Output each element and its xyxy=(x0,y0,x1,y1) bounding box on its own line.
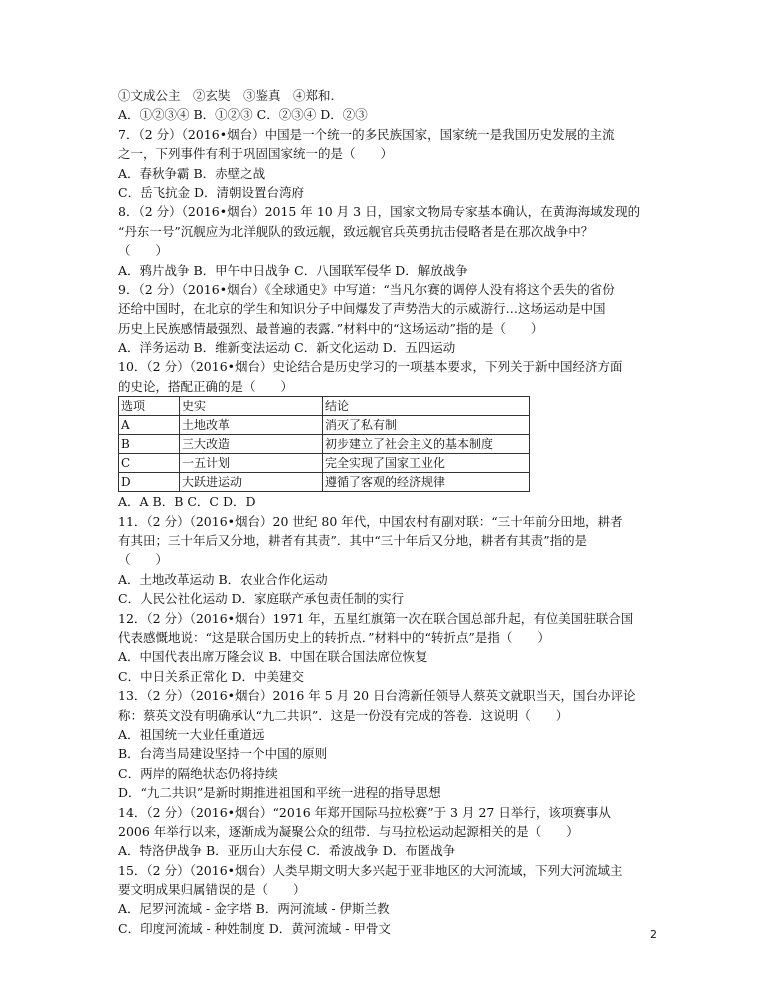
q10-options: A．A B．B C．C D．D xyxy=(118,494,256,510)
q12-stem: 12．（2 分）（2016•烟台）1971 年，五星红旗第一次在联合国总部升起，有位美国驻联合国 xyxy=(118,610,634,626)
table-cell: 土地改革 xyxy=(180,416,323,435)
q15-options: C．印度河流域 - 种姓制度 D．黄河流域 - 甲骨文 xyxy=(118,920,391,936)
q8-stem: （ ） xyxy=(118,243,169,259)
q15-stem: 15．（2 分）（2016•烟台）人类早期文明大多兴起于亚非地区的大河流域，下列大河流域主 xyxy=(118,862,623,878)
table-cell: 消灭了私有制 xyxy=(323,416,530,435)
table-row xyxy=(119,416,530,435)
q14-stem: 14．（2 分）（2016•烟台）“2016 年郑开国际马拉松赛”于 3 月 27 日举行，该项赛事从 xyxy=(118,804,611,820)
q13-options: C．两岸的隔绝状态仍将持续 xyxy=(118,765,278,781)
table-cell: D xyxy=(119,473,180,492)
q11-options: A．土地改革运动 B．农业合作化运动 xyxy=(118,571,328,587)
q11-options: C．人民公社化运动 D．家庭联产承包责任制的实行 xyxy=(118,591,405,607)
q9-stem: 还给中国时，在北京的学生和知识分子中间爆发了声势浩大的示威游行…这场运动是中国 xyxy=(118,301,606,317)
q13-stem: 13．（2 分）（2016•烟台）2016 年 5 月 20 日台湾新任领导人蔡英文就职当天，国台办评论 xyxy=(118,688,636,704)
q13-options: A．祖国统一大业任重道远 xyxy=(118,726,265,742)
q7-stem: 7．（2 分）（2016•烟台）中国是一个统一的多民族国家，国家统一是我国历史发展的主流 xyxy=(118,126,615,142)
table-row xyxy=(119,473,530,492)
table-cell: B xyxy=(119,435,180,454)
q13-options: D．“九二共识”是新时期推进祖国和平统一进程的指导思想 xyxy=(118,785,441,801)
exam-content xyxy=(118,86,648,938)
q6-items: ①文成公主 ②玄奘 ③鉴真 ④郑和. xyxy=(118,88,335,103)
table-row xyxy=(119,435,530,454)
table-cell: 初步建立了社会主义的基本制度 xyxy=(323,435,530,454)
q8-stem: “丹东一号”沉舰应为北洋舰队的致远舰，致远舰官兵英勇抗击侵略者是在那次战争中？ xyxy=(118,223,594,239)
q10-stem: 10．（2 分）（2016•烟台）史论结合是历史学习的一项基本要求，下列关于新中国经济方面 xyxy=(118,359,623,375)
table-header-row xyxy=(119,397,530,416)
table-cell: 遵循了客观的经济规律 xyxy=(323,473,530,492)
q12-options: A．中国代表出席万隆会议 B．中国在联合国法席位恢复 xyxy=(118,649,428,665)
q13-stem: 称：蔡英文没有明确承认“九二共识”．这是一份没有完成的答卷．这说明（ ） xyxy=(118,707,569,723)
q7-options: A．春秋争霸 B．赤壁之战 xyxy=(118,165,266,181)
table-cell: 一五计划 xyxy=(180,454,323,473)
table-header-cell: 史实 xyxy=(180,397,323,416)
q12-stem: 代表感慨地说：“这是联合国历史上的转折点．”材料中的“转折点”是指（ ） xyxy=(118,629,550,645)
q15-stem: 要文明成果归属错误的是（ ） xyxy=(118,882,306,898)
q10-table xyxy=(118,396,530,492)
table-cell: 大跃进运动 xyxy=(180,473,323,492)
q7-stem: 之一，下列事件有利于巩固国家统一的是（ ） xyxy=(118,146,394,162)
q14-options: A．特洛伊战争 B．亚历山大东侵 C．希波战争 D．布匿战争 xyxy=(118,843,456,859)
q12-options: C．中日关系正常化 D．中美建交 xyxy=(118,668,305,684)
table-cell: 三大改造 xyxy=(180,435,323,454)
q8-options: A．鸦片战争 B．甲午中日战争 C．八国联军侵华 D．解放战争 xyxy=(118,262,468,278)
q13-options: B．台湾当局建设坚持一个中国的原则 xyxy=(118,746,328,762)
q7-options: C．岳飞抗金 D．清朝设置台湾府 xyxy=(118,184,305,200)
q10-stem: 的史论，搭配正确的是（ ） xyxy=(118,378,294,394)
q9-options: A．洋务运动 B．维新变法运动 C．新文化运动 D．五四运动 xyxy=(118,340,456,356)
q15-options: A．尼罗河流域 - 金字塔 B．两河流域 - 伊斯兰教 xyxy=(118,901,390,917)
q8-stem: 8．（2 分）（2016•烟台）2015 年 10 月 3 日，国家文物局专家基本确认，在黄海海域发现的 xyxy=(118,204,641,220)
table-cell: C xyxy=(119,454,180,473)
table-header-cell: 选项 xyxy=(119,397,180,416)
q14-stem: 2006 年举行以来，逐渐成为凝聚公众的纽带．与马拉松运动起源相关的是（ ） xyxy=(118,823,579,839)
page-number: 2 xyxy=(650,928,657,941)
table-header-cell: 结论 xyxy=(323,397,530,416)
table-row xyxy=(119,454,530,473)
q11-stem: （ ） xyxy=(118,552,169,568)
q11-stem: 11．（2 分）（2016•烟台）20 世纪 80 年代，中国农村有副对联：“三十年前分田地，耕者 xyxy=(118,513,623,529)
table-cell: 完全实现了国家工业化 xyxy=(323,454,530,473)
table-cell: A xyxy=(119,416,180,435)
q9-stem: 9．（2 分）（2016•烟台）《全球通史》中写道：“当凡尔赛的调停人没有将这个丢失的省份 xyxy=(118,281,615,297)
q6-options: A．①②③④ B．①②③ C．②③④ D．②③ xyxy=(118,107,368,123)
q9-stem: 历史上民族感情最强烈、最普遍的表露．”材料中的“这场运动”指的是（ ） xyxy=(118,320,544,336)
q11-stem: 有其田；三十年后又分地，耕者有其责”．其中“三十年后又分地，耕者有其责”指的是 xyxy=(118,533,588,549)
